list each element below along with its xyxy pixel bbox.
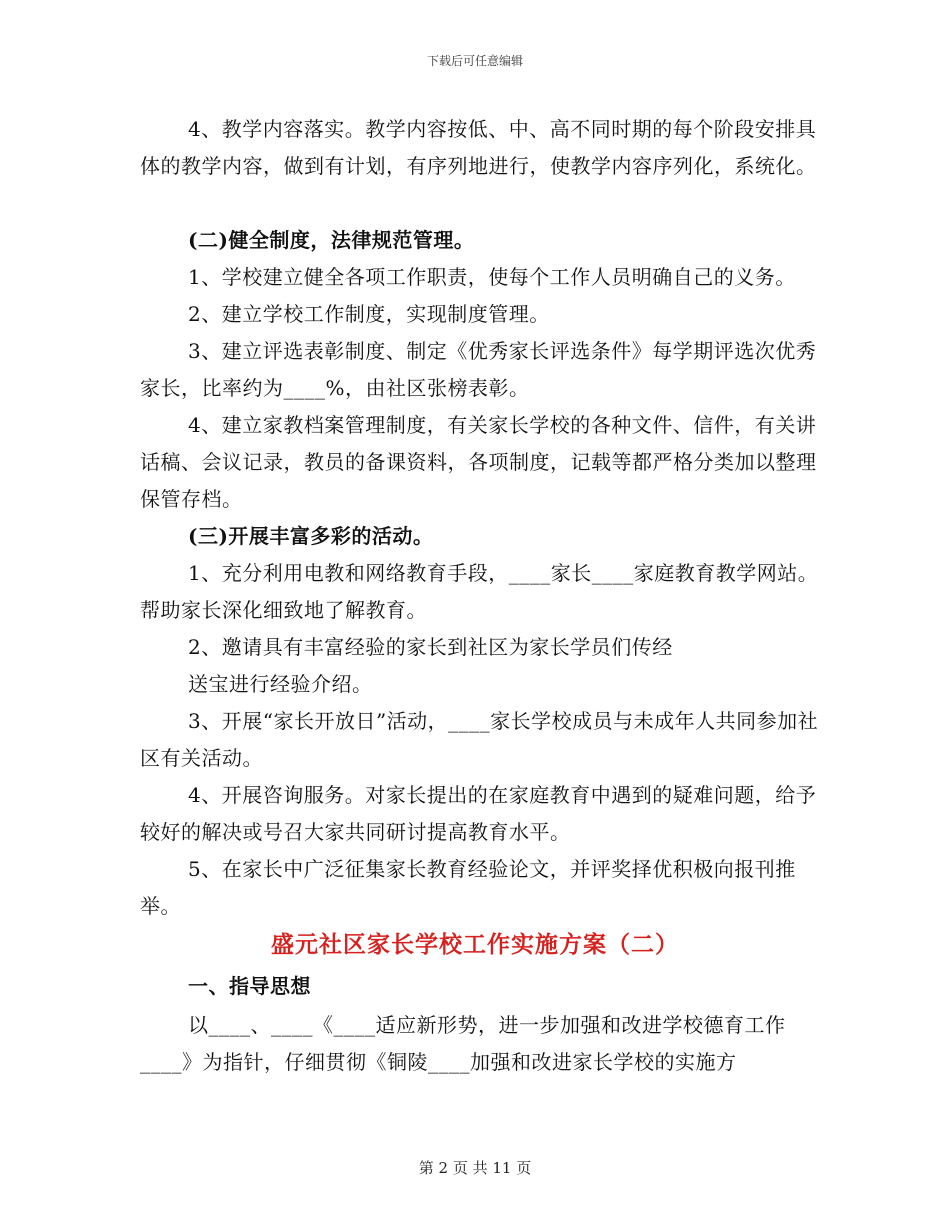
subheading-guiding-thought: 一、指导思想 (188, 974, 311, 998)
paragraph-system-1: 1、学校建立健全各项工作职责，使每个工作人员明确自己的义务。 (188, 265, 796, 289)
paragraph-activity-2: 2、邀请具有丰富经验的家长到社区为家长学员们传经 (188, 635, 673, 659)
heading-activities: (三)开展丰富多彩的活动。 (188, 524, 434, 548)
paragraph-content-1: 4、教学内容落实。教学内容按低、中、高不同时期的每个阶段安排具体的教学内容，做到有计划，有序列地进行，使教学内容序列化，系统化。 (140, 117, 817, 178)
section-title: 盛元社区家长学校工作实施方案（二） (271, 931, 679, 958)
paragraph-activity-3: 3、开展“家长开放日”活动，____家长学校成员与未成年人共同参加社区有关活动。 (140, 709, 819, 770)
heading-system: (二)健全制度，法律规范管理。 (188, 228, 475, 252)
paragraph-activity-2-cont: 送宝进行经验介绍。 (188, 672, 373, 696)
page-header: 下载后可任意编辑 (426, 54, 523, 68)
paragraph-activity-5: 5、在家长中广泛征集家长教育经验论文，并评奖择优积极向报刊推举。 (140, 857, 796, 918)
paragraph-system-4: 4、建立家教档案管理制度，有关家长学校的各种文件、信件，有关讲话稿、会议记录，教员的备课资料，各项制度，记载等都严格分类加以整理保管存档。 (140, 413, 817, 511)
paragraph-system-2: 2、建立学校工作制度，实现制度管理。 (188, 302, 550, 326)
page-footer: 第 2 页 共 11 页 (418, 1159, 532, 1177)
paragraph-guiding-thought: 以____、____《____适应新形势，进一步加强和改进学校德育工作____》为指针，仔细贯彻《铜陵____加强和改进家长学校的实施方 (140, 1013, 786, 1074)
paragraph-system-3: 3、建立评选表彰制度、制定《优秀家长评选条件》每学期评选次优秀家长，比率约为____%，由社区张榜表彰。 (140, 339, 817, 400)
paragraph-activity-1: 1、充分利用电教和网络教育手段，____家长____家庭教育教学网站。帮助家长深化细致地了解教育。 (140, 561, 819, 622)
paragraph-activity-4: 4、开展咨询服务。对家长提出的在家庭教育中遇到的疑难问题，给予较好的解决或号召大家共同研讨提高教育水平。 (140, 783, 817, 844)
